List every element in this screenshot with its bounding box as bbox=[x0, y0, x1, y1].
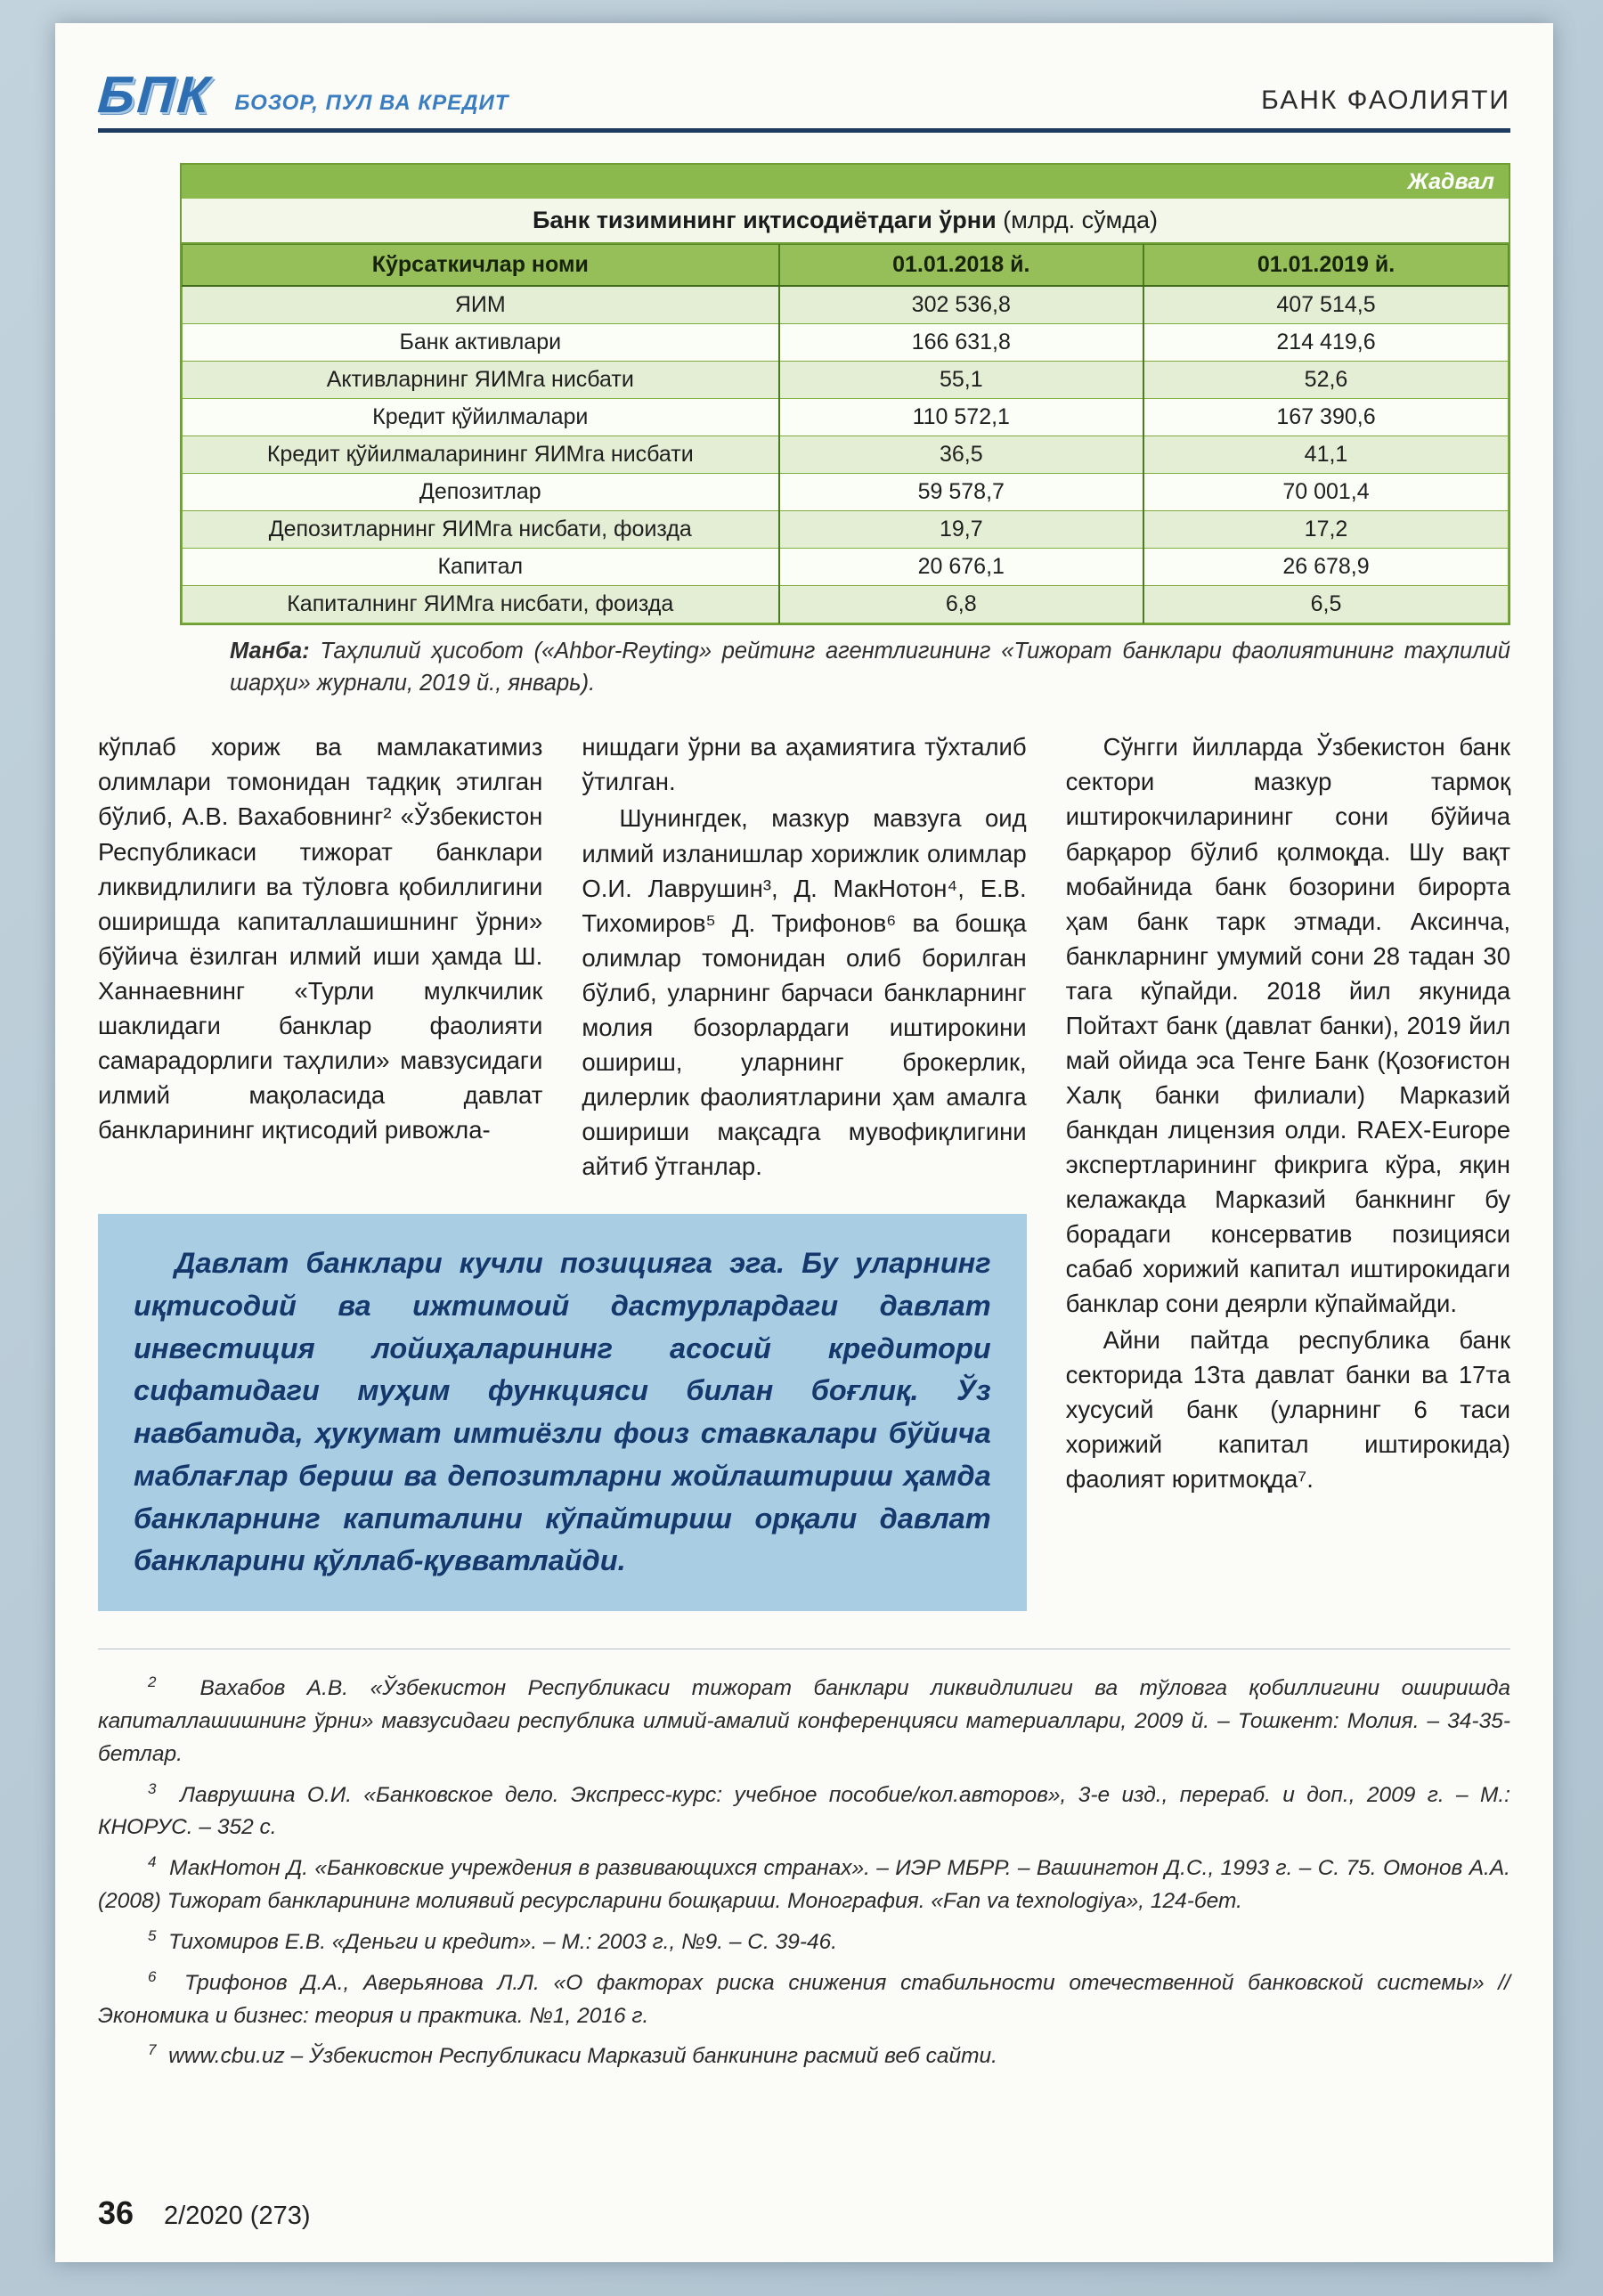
indicator-value: 59 578,7 bbox=[779, 474, 1143, 511]
page-sheet bbox=[55, 23, 1553, 2262]
paragraph: нишдаги ўрни ва аҳамиятига тўхталиб ўтилган. bbox=[582, 733, 1027, 796]
paragraph: Шунингдек, мазкур мавзуга оид илмий изланишлар хорижлик олимлар О.И. Лаврушин³, Д. МакНотон⁴, Е.В. Тихомиров⁵ Д. Трифонов⁶ ва бошқа олимлар томонидан олиб борилган бўлиб, уларнинг барчаси банкларнинг молия бозорлардаги иштирокини ошириш, уларнинг брокерлик, дилерлик фаолиятларини ҳам амалга ошириши мақсадга мувофиқлигини айтиб ўтганлар. bbox=[582, 804, 1027, 1180]
footnote: $^4$ МакНотон Д. «Банковские учреждения в развивающихся странах». – ИЭР МБРР. – Вашингтон Д.С., 1993 г. – С. 75. Омонов А.А. (2008) Тижорат банкларининг молиявий ресурсларини бошқариш. Монография. «Fan va texnologiya», 124-бет. bbox=[98, 1853, 1510, 1914]
table-title-unit: (млрд. сўмда) bbox=[996, 207, 1159, 233]
footnote-number: 7 bbox=[148, 2041, 157, 2059]
indicator-value: 19,7 bbox=[779, 511, 1143, 549]
text-column-1 bbox=[98, 729, 542, 1184]
indicator-name: ЯИМ bbox=[183, 286, 779, 324]
page-number: 36 bbox=[98, 2194, 134, 2231]
indicator-name: Банк активлари bbox=[183, 324, 779, 362]
indicator-value: 407 514,5 bbox=[1143, 286, 1508, 324]
indicator-value: 214 419,6 bbox=[1143, 324, 1508, 362]
indicator-value: 6,5 bbox=[1143, 586, 1508, 623]
table-source-note bbox=[180, 636, 1510, 699]
table-row bbox=[183, 511, 1509, 549]
footnote-number: 2 bbox=[148, 1673, 157, 1691]
paragraph: Сўнгги йилларда Ўзбекистон банк сектори мазкур тармоқ иштирокчиларининг сони бўйича барқарор бўлиб қолмоқда. Шу вақт мобайнида банк бозорини бирорта ҳам банк тарк этмади. Аксинча, банкларнинг умумий сони 28 тадан 30 тага кўпайди. 2018 йил якунида Пойтахт банк (давлат банки), 2019 йил май ойида эса Тенге Банк (Қозоғистон Халқ банки филиали) Марказий банкдан лицензия олди. RAEX-Europe экспертларининг фикрига кўра, яқин келажакда Марказий банкнинг бу борадаги консерватив позицияси сабаб хорижий капитал иштирокидаги банклар сони деярли кўпаймайди. bbox=[1065, 733, 1510, 1318]
indicator-value: 55,1 bbox=[779, 362, 1143, 399]
table-row bbox=[183, 474, 1509, 511]
paragraph: кўплаб хориж ва мамлакатимиз олимлари томонидан тадқиқ этилган бўлиб, А.В. Вахабовнинг² «Ўзбекистон Республикаси тижорат банклари ликвидлилиги ва тўловга қобиллигини оширишда капиталлашишнинг ўрни» бўйича ёзилган илмий иши ҳамда Ш. Ханнаевнинг «Турли мулкчилик шаклидаги банклар фаолияти самарадорлиги таҳлили» мавзусидаги илмий мақоласида давлат банкларининг иқтисодий ривожла- bbox=[98, 733, 543, 1144]
table-row bbox=[183, 286, 1509, 324]
bpk-logo: БПК bbox=[95, 66, 214, 124]
page-footer bbox=[98, 2194, 311, 2232]
footnote-number: 5 bbox=[148, 1926, 157, 1944]
footnote-number: 3 bbox=[148, 1779, 157, 1797]
indicator-name: Депозитлар bbox=[183, 474, 779, 511]
table-row bbox=[183, 324, 1509, 362]
table-row bbox=[183, 399, 1509, 436]
journal-name: БОЗОР, ПУЛ ВА КРЕДИТ bbox=[234, 91, 509, 115]
source-text: Таҳлилий ҳисобот («Ahbor-Reyting» рейтинг агентлигининг «Тижорат банклари фаолиятининг таҳлилий шарҳи» журнали, 2019 й., январь). bbox=[230, 639, 1510, 696]
source-label: Манба: bbox=[230, 639, 310, 664]
indicator-value: 52,6 bbox=[1143, 362, 1508, 399]
indicator-name: Кредит қўйилмалари bbox=[183, 399, 779, 436]
footnotes-section bbox=[98, 1649, 1510, 2073]
indicators-table bbox=[182, 244, 1509, 623]
indicator-value: 20 676,1 bbox=[779, 549, 1143, 586]
table-header-row bbox=[183, 245, 1509, 287]
footnote: $^2$ Вахабов А.В. «Ўзбекистон Республикаси тижорат банклари ликвидлилиги ва тўловга қобиллигини оширишда капиталлашишнинг ўрни» мавзусидаги республика илмий-амалий конференцияси материаллари, 2009 й. – Тошкент: Молия. – 34-35-бетлар. bbox=[98, 1673, 1510, 1766]
table-row bbox=[183, 436, 1509, 474]
table-row bbox=[183, 586, 1509, 623]
indicator-value: 36,5 bbox=[779, 436, 1143, 474]
indicator-name: Депозитларнинг ЯИМга нисбати, фоизда bbox=[183, 511, 779, 549]
indicator-name: Капиталнинг ЯИМга нисбати, фоизда bbox=[183, 586, 779, 623]
indicator-value: 26 678,9 bbox=[1143, 549, 1508, 586]
issue-label: 2/2020 (273) bbox=[164, 2202, 311, 2230]
highlight-callout: Давлат банклари кучли позицияга эга. Бу уларнинг иқтисодий ва ижтимоий дастурлардаги давлат инвестиция лойиҳаларининг асосий кредитори сифатидаги муҳим функцияси билан боғлиқ. Ўз навбатида, ҳукумат имтиёзли фоиз ставкалари бўйича маблағлар бериш ва депозитларни жойлаштириш ҳамда банкларнинг капиталини кўпайтириш орқали давлат банкларини қўллаб-қувватлайди. bbox=[98, 1214, 1027, 1611]
indicator-value: 41,1 bbox=[1143, 436, 1508, 474]
indicator-value: 167 390,6 bbox=[1143, 399, 1508, 436]
table-column-header: 01.01.2018 й. bbox=[779, 245, 1143, 287]
indicator-value: 17,2 bbox=[1143, 511, 1508, 549]
footnote-number: 4 bbox=[148, 1853, 157, 1871]
footnote-number: 6 bbox=[148, 1967, 157, 1985]
text-column-3 bbox=[1066, 729, 1510, 1611]
table-corner-label: Жадвал bbox=[182, 165, 1509, 199]
indicator-value: 70 001,4 bbox=[1143, 474, 1508, 511]
indicator-value: 166 631,8 bbox=[779, 324, 1143, 362]
table-title-main: Банк тизимининг иқтисодиётдаги ўрни bbox=[532, 207, 997, 233]
indicator-name: Активларнинг ЯИМга нисбати bbox=[183, 362, 779, 399]
table-row bbox=[183, 549, 1509, 586]
table-column-header: 01.01.2019 й. bbox=[1143, 245, 1508, 287]
indicators-table-block bbox=[180, 163, 1510, 625]
indicator-name: Капитал bbox=[183, 549, 779, 586]
table-title bbox=[182, 199, 1509, 244]
indicator-value: 302 536,8 bbox=[779, 286, 1143, 324]
table-row bbox=[183, 362, 1509, 399]
indicator-name: Кредит қўйилмаларининг ЯИМга нисбати bbox=[183, 436, 779, 474]
indicator-value: 6,8 bbox=[779, 586, 1143, 623]
page-header bbox=[95, 48, 1510, 124]
table-column-header: Кўрсаткичлар номи bbox=[183, 245, 779, 287]
paragraph: Айни пайтда республика банк секторида 13та давлат банки ва 17та хусусий банк (уларнинг 6 таси хорижий капитал иштирокида) фаолият юритмоқда⁷. bbox=[1065, 1326, 1510, 1494]
footnote: $^7$ www.cbu.uz – Ўзбекистон Республикаси Марказий банкининг расмий веб сайти. bbox=[148, 2041, 997, 2069]
indicator-value: 110 572,1 bbox=[779, 399, 1143, 436]
footnote: $^3$ Лаврушина О.И. «Банковское дело. Экспресс-курс: учебное пособие/кол.авторов», 3-е изд., перераб. и доп., 2009 г. – М.: КНОРУС. – 352 с. bbox=[98, 1779, 1510, 1840]
article-body bbox=[98, 729, 1510, 1611]
footnote: $^6$ Трифонов Д.А., Аверьянова Л.Л. «О факторах риска снижения стабильности отечественной банковской системы» // Экономика и бизнес: теория и практика. №1, 2016 г. bbox=[98, 1967, 1510, 2028]
header-rule bbox=[98, 128, 1510, 133]
text-column-2 bbox=[582, 729, 1026, 1184]
footnote: $^5$ Тихомиров Е.В. «Деньги и кредит». – М.: 2003 г., №9. – С. 39-46. bbox=[148, 1926, 838, 1954]
section-title: БАНК ФАОЛИЯТИ bbox=[1261, 85, 1510, 115]
